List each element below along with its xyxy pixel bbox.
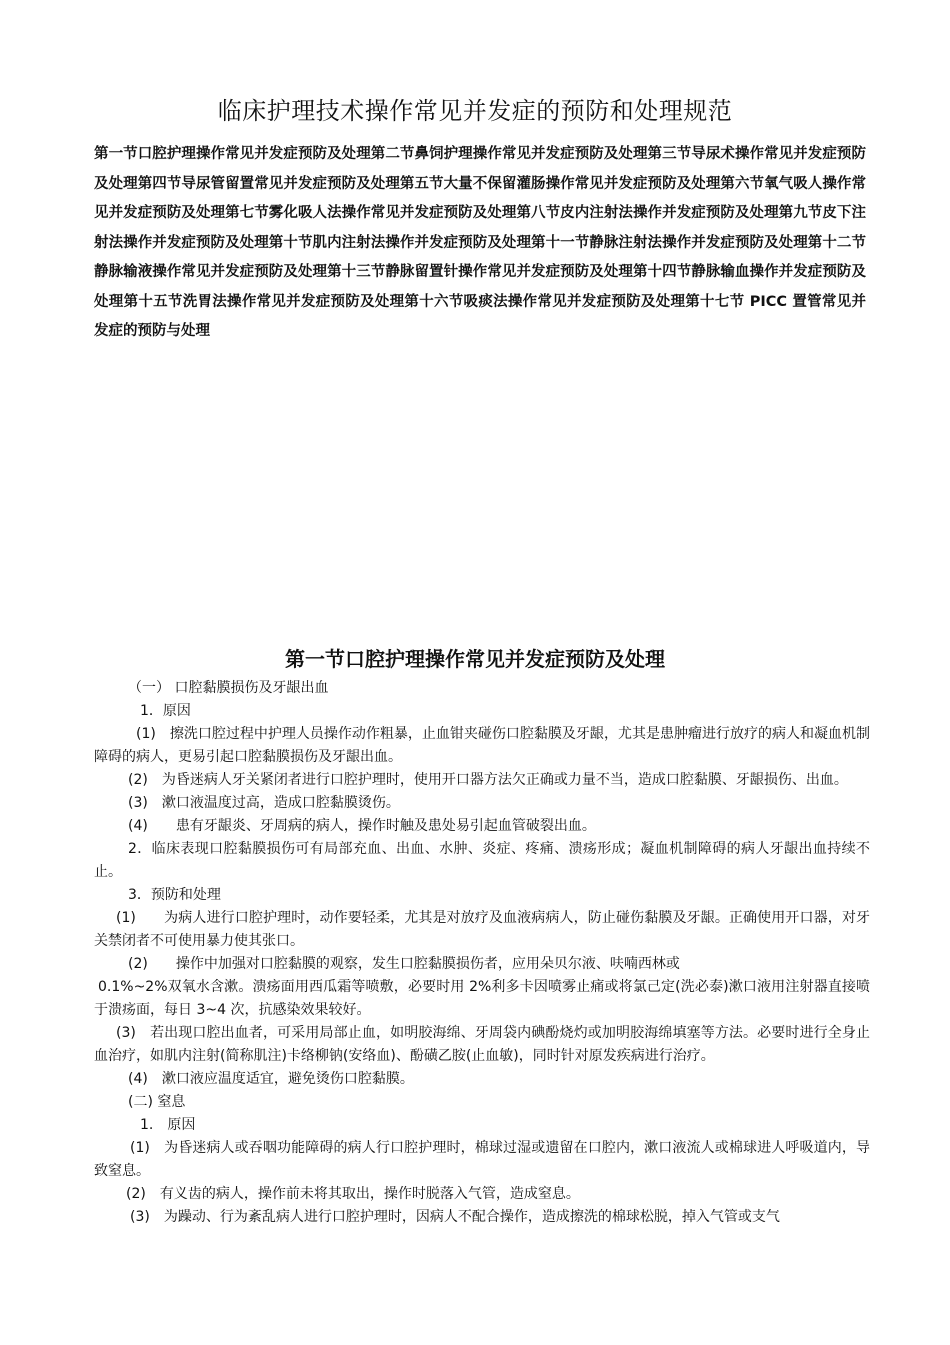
paragraph: (2) 有义齿的病人，操作前未将其取出，操作时脱落入气管，造成窒息。 <box>126 1186 580 1202</box>
subsection-heading: (二) 窒息 <box>128 1094 186 1110</box>
section-title: 第一节口腔护理操作常见并发症预防及处理 <box>285 647 665 671</box>
table-of-contents: 第一节口腔护理操作常见并发症预防及处理第二节鼻饲护理操作常见并发症预防及处理第三节导尿术操作常见并发症预防及处理第四节导尿管留置常见并发症预防及处理第五节大量不保留灌肠操作常见并发症预防及处理第六节氧气吸人操作常见并发症预防及处理第七节雾化吸人法操作常见并发症预防及处理第八节皮内注射法操作并发症预防及处理第九节皮下注射法操作并发症预防及处理第十节肌内注射法操作并发症预防及处理第十一节静脉注射法操作并发症预防及处理第十二节静脉输液操作常见并发症预防及处理第十三节静脉留置针操作常见并发症预防及处理第十四节静脉输血操作并发症预防及处理第十五节洗胃法操作常见并发症预防及处理第十六节吸痰法操作常见并发症预防及处理第十七节 PICC 置管常见并发症的预防与处理 <box>94 146 866 339</box>
paragraph: (1) 擦洗口腔过程中护理人员操作动作粗暴，止血钳夹碰伤口腔黏膜及牙龈，尤其是患肿瘤进行放疗的病人和凝血机制障碍的病人，更易引起口腔黏膜损伤及牙龈出血。 <box>94 726 870 765</box>
section-body <box>94 677 870 1229</box>
paragraph: (2) 操作中加强对口腔黏膜的观察，发生口腔黏膜损伤者，应用朵贝尔液、呋喃西林或 <box>128 956 680 972</box>
paragraph: (2) 为昏迷病人牙关紧闭者进行口腔护理时，使用开口器方法欠正确或力量不当，造成口腔黏膜、牙龈损伤、出血。 <box>128 772 848 788</box>
paragraph: (4) 漱口液应温度适宜，避免烫伤口腔黏膜。 <box>128 1071 414 1087</box>
paragraph-heading: 1．原因 <box>140 703 191 719</box>
paragraph: (3) 为躁动、行为紊乱病人进行口腔护理时，因病人不配合操作，造成擦洗的棉球松脱，掉入气管或支气 <box>130 1209 780 1225</box>
paragraph-heading: 3．预防和处理 <box>128 887 221 903</box>
subsection-heading: （一） 口腔黏膜损伤及牙龈出血 <box>128 680 329 696</box>
paragraph: 2．临床表现口腔黏膜损伤可有局部充血、出血、水肿、炎症、疼痛、溃疡形成；凝血机制障碍的病人牙龈出血持续不止。 <box>94 841 870 880</box>
paragraph-heading: 1. 原因 <box>140 1117 196 1133</box>
paragraph: 0.1%~2%双氧水含漱。溃疡面用西瓜霜等喷敷，必要时用 2%利多卡因喷雾止痛或将氯己定(洗必泰)漱口液用注射器直接喷于溃疡面，每日 3~4 次，抗感染效果较好。 <box>94 979 870 1018</box>
paragraph: (3) 漱口液温度过高，造成口腔黏膜烫伤。 <box>128 795 400 811</box>
paragraph: (3) 若出现口腔出血者，可采用局部止血，如明胶海绵、牙周袋内碘酚烧灼或加明胶海绵填塞等方法。必要时进行全身止血治疗，如肌内注射(简称肌注)卡络柳钠(安络血)、酚磺乙胺(止血敏)，同时针对原发疾病进行治疗。 <box>94 1025 870 1064</box>
paragraph: (1) 为昏迷病人或吞咽功能障碍的病人行口腔护理时，棉球过湿或遗留在口腔内，漱口液流人或棉球进人呼吸道内，导致窒息。 <box>94 1140 870 1179</box>
paragraph: (1) 为病人进行口腔护理时，动作要轻柔，尤其是对放疗及血液病病人，防止碰伤黏膜及牙龈。正确使用开口器，对牙关禁闭者不可使用暴力使其张口。 <box>94 910 870 949</box>
document-title: 临床护理技术操作常见并发症的预防和处理规范 <box>217 97 733 125</box>
paragraph: (4) 患有牙龈炎、牙周病的病人，操作时触及患处易引起血管破裂出血。 <box>128 818 596 834</box>
